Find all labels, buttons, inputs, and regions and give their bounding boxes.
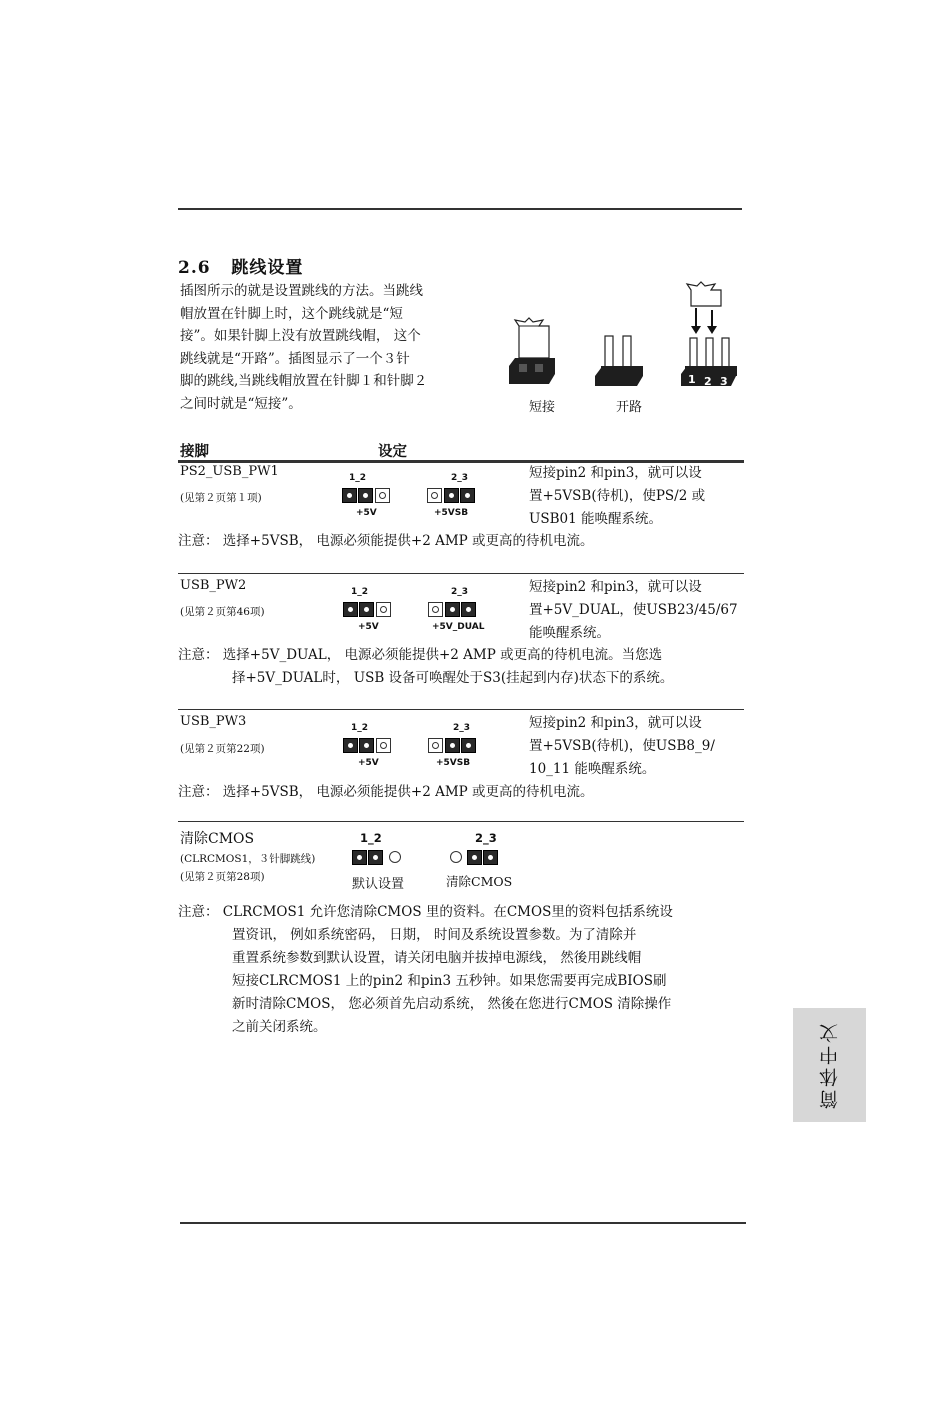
right-setting-bottom-label: 清除CMOS [446,874,513,889]
bottom-rule [180,1222,746,1224]
note-line: 注意： 选择+5V_DUAL， 电源必须能提供+2 AMP 或更高的待机电流。当您选 [178,647,663,663]
section-heading: 跳线设置 [231,258,304,278]
left-setting-top-label: 1_2 [360,831,382,845]
intro-line: 帽放置在针脚上时，这个跳线就是“短 [180,305,403,322]
right-setting-top-label: 2_3 [451,587,469,597]
jumper-right [428,602,478,617]
jumper-name: USB_PW2 [180,578,247,593]
pin-open [428,602,443,617]
left-setting-bottom-label: +5V [358,622,379,632]
jumper-left [343,602,393,617]
pin-shorted [343,602,358,617]
left-setting-top-label: 1_2 [351,587,369,597]
note [178,781,748,804]
pin-shorted [460,488,475,503]
pin-open [387,850,402,865]
column-header-setting: 设定 [378,443,407,460]
pin-shorted [461,738,476,753]
setting-description [529,462,747,531]
language-side-tab [793,1008,866,1122]
pin-open [427,488,442,503]
jumper-illustration [505,280,745,395]
jumper-right [427,488,477,503]
pin-shorted [445,602,460,617]
left-setting-bottom-label: +5V [358,758,379,768]
intro-line: 插图所示的就是设置跳线的方法。当跳线 [180,283,423,299]
top-rule [178,208,742,210]
right-setting-top-label: 2_3 [451,473,469,483]
description-line: 能唤醒系统。 [529,625,610,641]
note-line: 注意： 选择+5VSB， 电源必须能提供+2 AMP 或更高的待机电流。 [178,533,594,549]
setting-description [529,576,747,645]
pin-shorted [342,488,357,503]
description-line: USB01 能唤醒系统。 [529,511,663,527]
row-rule [178,821,744,822]
pin-open [376,738,391,753]
description-line: 短接pin2 和pin3，就可以设 [529,465,702,481]
description-line: 置+5VSB(待机)，使PS/2 或 [529,488,706,504]
description-line: 置+5VSB(待机)，使USB8_9/ [529,738,715,754]
short-jumper-drawing [509,318,555,384]
pin-shorted [461,602,476,617]
intro-line: 接”。如果针脚上没有放置跳线帽， 这个 [180,328,421,344]
right-setting-top-label: 2_3 [453,723,471,733]
description-line: 短接pin2 和pin3，就可以设 [529,715,702,731]
pin-shorted [352,850,367,865]
column-header-pin: 接脚 [180,443,209,460]
pin-open [448,850,463,865]
note [178,530,748,553]
jumper-subtitle: (CLRCMOS1，３针脚跳线) [180,853,316,865]
pin-shorted [358,488,373,503]
right-setting-top-label: 2_3 [475,831,497,845]
jumper-left [343,738,393,753]
intro-line: 之间时就是“短接”。 [180,395,302,412]
row-rule [178,573,744,574]
right-setting-bottom-label: +5V_DUAL [432,622,485,632]
note-line: 短接CLRCMOS1 上的pin2 和pin3 五秒钟。如果您需要再完成BIOS刷 [232,973,667,989]
page-reference: (见第２页第22项) [180,743,265,755]
cmos-note [178,901,748,1039]
pin-shorted [483,850,498,865]
left-setting-top-label: 1_2 [351,723,369,733]
jumper-right [448,850,504,866]
open-jumper-drawing [595,336,643,386]
description-line: 短接pin2 和pin3，就可以设 [529,579,702,595]
pin-shorted [368,850,383,865]
description-line: 置+5V_DUAL，使USB23/45/67 [529,602,738,618]
page-reference: (见第２页第28项) [180,871,265,883]
note-line: 重置系统参数到默认设置，请关闭电脑并拔掉电源线， 然後用跳线帽 [232,950,642,966]
right-setting-bottom-label: +5VSB [436,758,471,768]
pin-number-2: 2 [704,375,712,388]
pin-shorted [445,738,460,753]
row-rule [178,709,744,710]
jumper-name: USB_PW3 [180,714,247,729]
note-line: 置资讯， 例如系统密码， 日期， 时间及系统设置参数。为了清除并 [232,927,637,943]
jumper-name: PS2_USB_PW1 [180,464,279,479]
note-line: 新时清除CMOS， 您必须首先启动系统， 然後在您进行CMOS 清除操作 [232,996,672,1012]
three-pin-jumper-drawing [681,282,737,386]
page-reference: (见第２页第46项) [180,606,265,618]
note-line: 择+5V_DUAL时， USB 设备可唤醒处于S3(挂起到内存)状态下的系统。 [232,670,674,686]
pin-shorted [467,850,482,865]
jumper-left [352,850,406,866]
jumper-right [428,738,478,753]
note [178,644,748,690]
language-tab-label: 简体中文 [819,1021,841,1109]
right-setting-bottom-label: +5VSB [434,508,469,518]
pin-shorted [444,488,459,503]
pin-open [376,602,391,617]
section-title [178,253,303,278]
pin-open [428,738,443,753]
note-line: 注意： CLRCMOS1 允许您清除CMOS 里的资料。在CMOS里的资料包括系统设 [178,904,673,920]
pin-shorted [359,602,374,617]
pin-number-1: 1 [688,373,696,386]
jumper-name: 清除CMOS [180,831,255,847]
left-setting-bottom-label: 默认设置 [352,877,405,892]
intro-line: 脚的跳线,当跳线帽放置在针脚１和针脚２ [180,373,428,389]
left-setting-top-label: 1_2 [349,473,367,483]
intro-paragraph [180,280,470,415]
description-line: 10_11 能唤醒系统。 [529,761,656,777]
note-line: 之前关闭系统。 [232,1019,327,1035]
note-line: 注意： 选择+5VSB， 电源必须能提供+2 AMP 或更高的待机电流。 [178,784,594,800]
left-setting-bottom-label: +5V [356,508,377,518]
pin-open [375,488,390,503]
page-reference: (见第２页第１项) [180,492,262,504]
setting-description [529,712,747,781]
pin-shorted [343,738,358,753]
section-number: 2.6 [178,258,211,278]
short-label: 短接 [529,400,556,415]
open-label: 开路 [616,400,643,415]
intro-line: 跳线就是“开路”。插图显示了一个３针 [180,350,410,367]
pin-number-3: 3 [720,375,728,388]
jumper-left [342,488,392,503]
pin-shorted [359,738,374,753]
